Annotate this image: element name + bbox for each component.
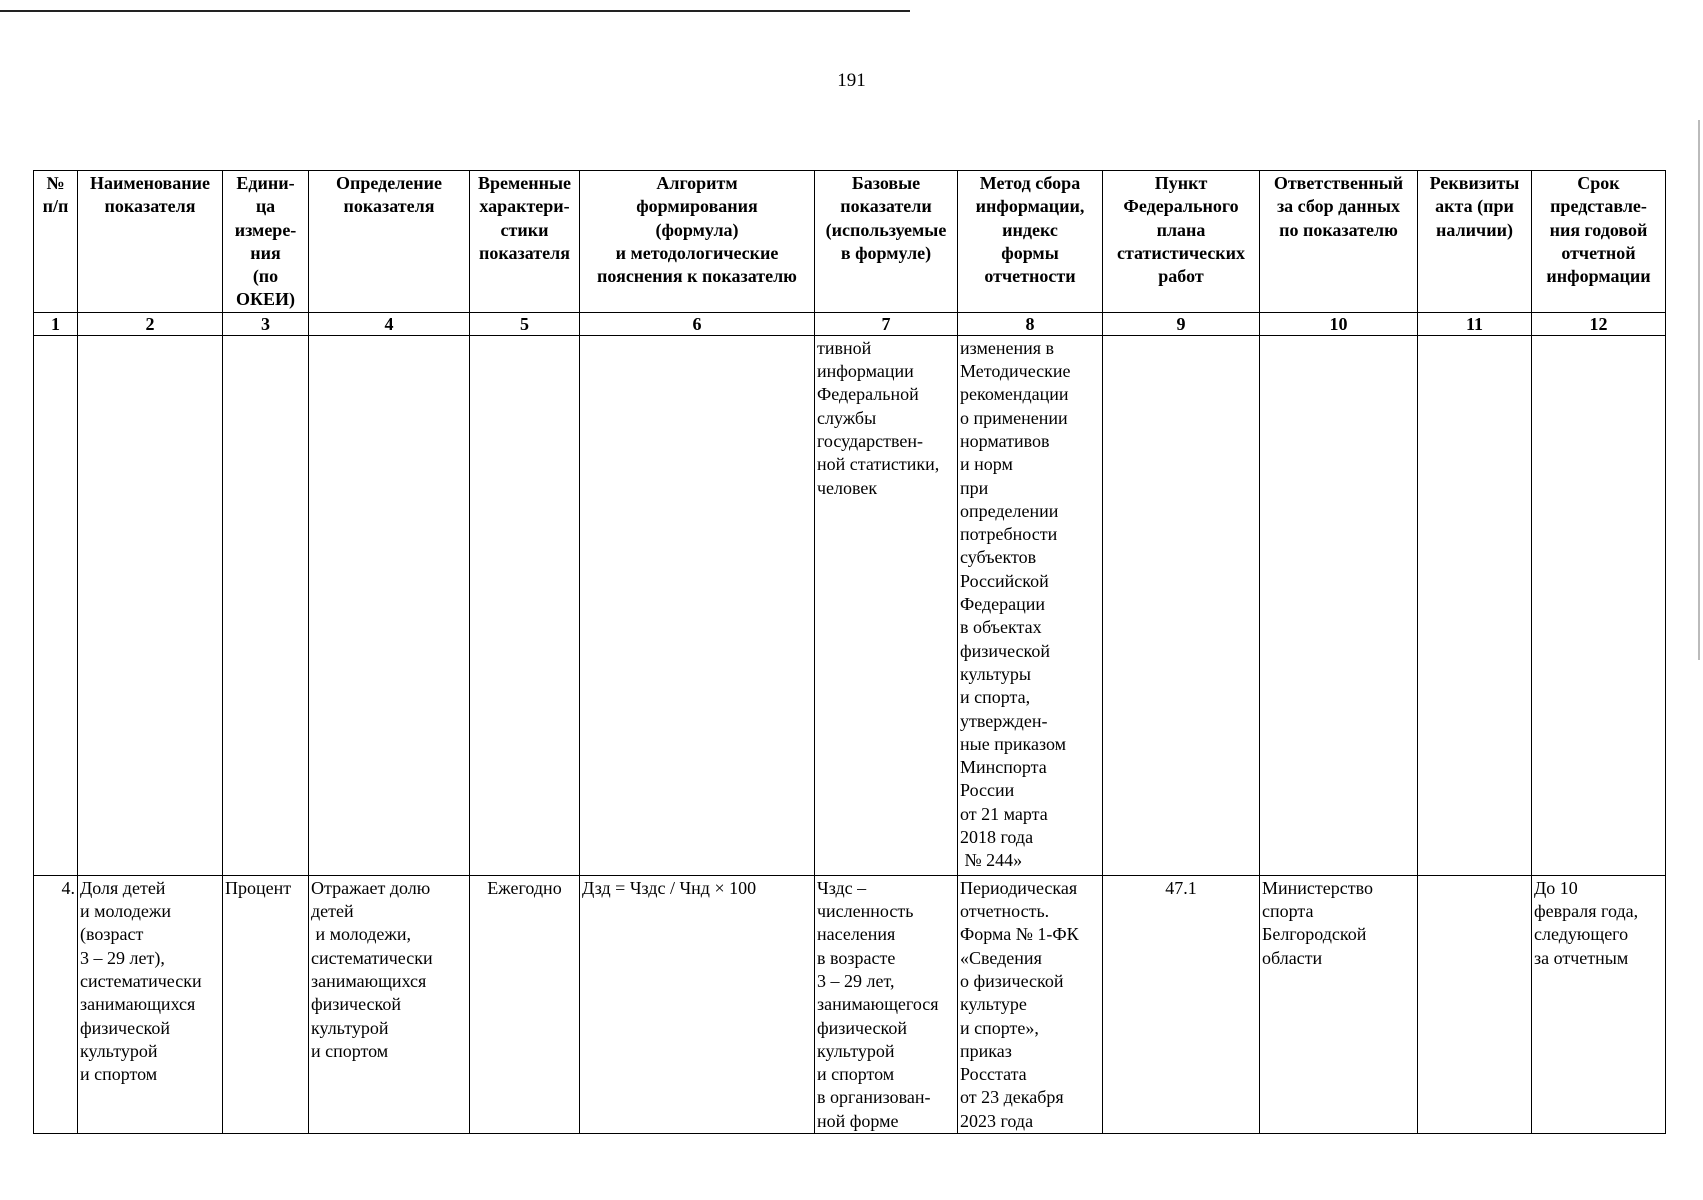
column-number: 6 [580, 312, 815, 335]
column-number: 3 [223, 312, 309, 335]
header-number [34, 171, 78, 313]
cell-text-line: Федеральной [817, 384, 919, 405]
header-act-details [1418, 171, 1532, 313]
cell-text-line: информации [817, 361, 914, 382]
header-text-line: статистических [1116, 242, 1246, 263]
cell-text-line: культурой [817, 1040, 895, 1061]
header-text-line: акта (при [1435, 196, 1514, 217]
column-number: 5 [470, 312, 580, 335]
header-text-line: информации, [975, 196, 1085, 217]
scan-edge-line-top [0, 10, 910, 12]
header-algorithm [580, 171, 815, 313]
cell-text-line: 47.1 [1165, 877, 1197, 898]
cell-federal-plan-item [1103, 335, 1260, 875]
cell-text-line: и молодежи [80, 901, 171, 922]
cell-text-line: 4. [61, 877, 75, 898]
header-base-indicators [815, 171, 958, 313]
header-text-line: Пункт [1154, 173, 1208, 193]
cell-text-line: отчетность. [960, 901, 1050, 922]
header-collection-method [958, 171, 1103, 313]
cell-text-line: следующего [1534, 924, 1629, 945]
header-text-line: Ответственный [1273, 173, 1404, 193]
indicator-table [33, 170, 1666, 1134]
cell-indicator-name [78, 335, 223, 875]
cell-text-line: Чздс – [817, 877, 867, 898]
header-text-line: Наименование [90, 173, 210, 193]
cell-text-line: ные приказом [960, 733, 1066, 754]
column-number: 4 [309, 312, 470, 335]
header-text-line: формы [1001, 242, 1059, 263]
cell-deadline [1532, 335, 1666, 875]
cell-definition [309, 335, 470, 875]
cell-text-line: культурой [311, 1017, 389, 1038]
cell-collection-method [958, 875, 1103, 1133]
cell-text-line: тивной [817, 337, 872, 358]
cell-text-line: в организован- [817, 1087, 931, 1108]
cell-text-line: Дзд = Чздс / Чнд × 100 [582, 877, 757, 898]
column-number: 12 [1532, 312, 1666, 335]
header-text-line: пояснения к показателю [597, 266, 797, 287]
header-text-line: представле- [1550, 196, 1647, 217]
cell-text-line: занимающихся [311, 970, 427, 991]
column-number: 7 [815, 312, 958, 335]
cell-text-line: спорта [1262, 901, 1314, 922]
column-number: 1 [34, 312, 78, 335]
header-text-line: плана [1156, 219, 1206, 240]
cell-deadline [1532, 875, 1666, 1133]
column-number-row [34, 312, 1666, 335]
header-text-line: (по [252, 266, 279, 287]
cell-text-line: и спортом [80, 1064, 158, 1085]
column-number: 9 [1103, 312, 1260, 335]
cell-text-line: 3 – 29 лет, [817, 970, 895, 991]
cell-text-line: рекомендации [960, 384, 1069, 405]
header-text-line: № [46, 173, 65, 193]
cell-text-line: ной форме [817, 1110, 899, 1131]
cell-text-line: и спортом [311, 1040, 389, 1061]
header-text-line: индекс [1002, 219, 1058, 240]
column-number: 8 [958, 312, 1103, 335]
cell-text-line: культуре [960, 994, 1027, 1015]
cell-text-line: Периодическая [960, 877, 1078, 898]
header-text-line: показателя [343, 196, 435, 217]
cell-indicator-name [78, 875, 223, 1133]
header-text-line: Алгоритм [656, 173, 738, 193]
cell-text-line: области [1262, 947, 1323, 968]
header-text-line: по показателю [1279, 219, 1398, 240]
cell-text-line: службы [817, 407, 877, 428]
header-text-line: (используемые [825, 219, 947, 240]
header-responsible [1260, 171, 1418, 313]
cell-text-line: «Сведения [960, 947, 1042, 968]
header-text-line: Временные [477, 173, 572, 193]
cell-text-line: о применении [960, 407, 1068, 428]
header-text-line: Реквизиты [1429, 173, 1520, 193]
header-text-line: за сбор данных [1276, 196, 1401, 217]
cell-text-line: ной статистики, [817, 454, 940, 475]
cell-text-line: культуры [960, 663, 1031, 684]
cell-text-line: Процент [225, 877, 292, 898]
column-number: 10 [1260, 312, 1418, 335]
cell-unit [223, 335, 309, 875]
cell-text-line: До 10 [1534, 877, 1578, 898]
cell-text-line: при [960, 477, 989, 498]
cell-text-line: от 23 декабря [960, 1087, 1064, 1108]
cell-text-line: (возраст [80, 924, 144, 945]
header-text-line: ния годовой [1549, 219, 1648, 240]
cell-text-line: Российской [960, 570, 1049, 591]
header-text-line: характери- [479, 196, 570, 217]
cell-algorithm [580, 335, 815, 875]
cell-text-line: Форма № 1-ФК [960, 924, 1079, 945]
cell-text-line: государствен- [817, 430, 924, 451]
cell-text-line: занимающихся [80, 994, 196, 1015]
cell-text-line: человек [817, 477, 878, 498]
cell-text-line: нормативов [960, 430, 1050, 451]
header-text-line: ца [255, 196, 276, 217]
header-text-line: формирования [636, 196, 758, 217]
column-number: 2 [78, 312, 223, 335]
cell-text-line: потребности [960, 524, 1058, 545]
cell-text-line: и норм [960, 454, 1013, 475]
page-number: 191 [837, 70, 866, 91]
cell-responsible [1260, 875, 1418, 1133]
cell-text-line: и спорте», [960, 1017, 1039, 1038]
cell-collection-method [958, 335, 1103, 875]
scan-edge-line-right [1698, 120, 1700, 660]
header-text-line: Определение [335, 173, 443, 193]
cell-algorithm [580, 875, 815, 1133]
cell-text-line: физической [80, 1017, 170, 1038]
header-text-line: отчетности [984, 266, 1076, 287]
header-text-line: Базовые [851, 173, 921, 193]
cell-text-line: изменения в [960, 337, 1055, 358]
cell-text-line: детей [311, 901, 354, 922]
header-text-line: Метод сбора [979, 173, 1081, 193]
header-text-line: Едини- [236, 173, 295, 193]
header-text-line: информации [1546, 266, 1651, 287]
cell-text-line: Ежегодно [487, 877, 562, 898]
header-text-line: и методологические [615, 242, 779, 263]
cell-text-line: в возрасте [817, 947, 896, 968]
cell-text-line: № 244» [960, 850, 1023, 871]
cell-text-line: от 21 марта [960, 803, 1048, 824]
header-row [34, 171, 1666, 313]
cell-unit [223, 875, 309, 1133]
cell-responsible [1260, 335, 1418, 875]
header-text-line: Срок [1577, 173, 1620, 193]
cell-text-line: Белгородской [1262, 924, 1367, 945]
cell-text-line: занимающегося [817, 994, 939, 1015]
cell-text-line: февраля года, [1534, 901, 1639, 922]
cell-text-line: физической [960, 640, 1050, 661]
cell-act-details [1418, 335, 1532, 875]
cell-text-line: 2018 года [960, 827, 1034, 848]
header-text-line: показателя [479, 242, 570, 263]
cell-text-line: субъектов [960, 547, 1037, 568]
cell-base-indicators [815, 335, 958, 875]
header-deadline [1532, 171, 1666, 313]
cell-text-line: 2023 года [960, 1110, 1034, 1131]
table-row [34, 875, 1666, 1133]
cell-text-line: численность [817, 901, 914, 922]
cell-text-line: населения [817, 924, 896, 945]
cell-text-line: утвержден- [960, 710, 1048, 731]
cell-time-characteristics [470, 335, 580, 875]
cell-text-line: в объектах [960, 617, 1042, 638]
header-text-line: стики [500, 219, 549, 240]
cell-text-line: систематически [80, 970, 202, 991]
cell-text-line: физической [311, 994, 401, 1015]
cell-text-line: приказ [960, 1040, 1012, 1061]
cell-text-line: Министерство [1262, 877, 1373, 898]
cell-act-details [1418, 875, 1532, 1133]
cell-time-characteristics [470, 875, 580, 1133]
header-text-line: работ [1158, 266, 1204, 287]
cell-text-line: систематически [311, 947, 433, 968]
table-row [34, 335, 1666, 875]
header-time-characteristics [470, 171, 580, 313]
header-text-line: (формула) [655, 219, 739, 240]
cell-number [34, 335, 78, 875]
cell-text-line: Доля детей [80, 877, 166, 898]
header-definition [309, 171, 470, 313]
cell-text-line: физической [817, 1017, 907, 1038]
cell-text-line: Минспорта [960, 757, 1047, 778]
header-indicator-name [78, 171, 223, 313]
header-text-line: в формуле) [840, 242, 932, 263]
cell-text-line: и спортом [817, 1064, 895, 1085]
cell-text-line: за отчетным [1534, 947, 1629, 968]
cell-text-line: о физической [960, 970, 1064, 991]
header-text-line: п/п [42, 196, 69, 217]
cell-base-indicators [815, 875, 958, 1133]
header-text-line: показатели [840, 196, 932, 217]
header-federal-plan-item [1103, 171, 1260, 313]
cell-text-line: Отражает долю [311, 877, 431, 898]
cell-text-line: Федерации [960, 594, 1046, 615]
cell-number [34, 875, 78, 1133]
header-text-line: наличии) [1436, 219, 1513, 240]
cell-text-line: и молодежи, [311, 924, 411, 945]
header-text-line: Федерального [1123, 196, 1239, 217]
cell-text-line: определении [960, 500, 1059, 521]
header-text-line: измере- [234, 219, 297, 240]
header-unit [223, 171, 309, 313]
cell-text-line: Методические [960, 361, 1071, 382]
header-text-line: ния [250, 242, 281, 263]
header-text-line: показателя [104, 196, 196, 217]
cell-text-line: России [960, 780, 1015, 801]
header-text-line: ОКЕИ) [235, 289, 296, 310]
header-text-line: отчетной [1561, 242, 1636, 263]
cell-federal-plan-item [1103, 875, 1260, 1133]
column-number: 11 [1418, 312, 1532, 335]
cell-text-line: Росстата [960, 1064, 1027, 1085]
cell-text-line: и спорта, [960, 687, 1031, 708]
cell-text-line: 3 – 29 лет), [80, 947, 165, 968]
cell-text-line: культурой [80, 1040, 158, 1061]
cell-definition [309, 875, 470, 1133]
